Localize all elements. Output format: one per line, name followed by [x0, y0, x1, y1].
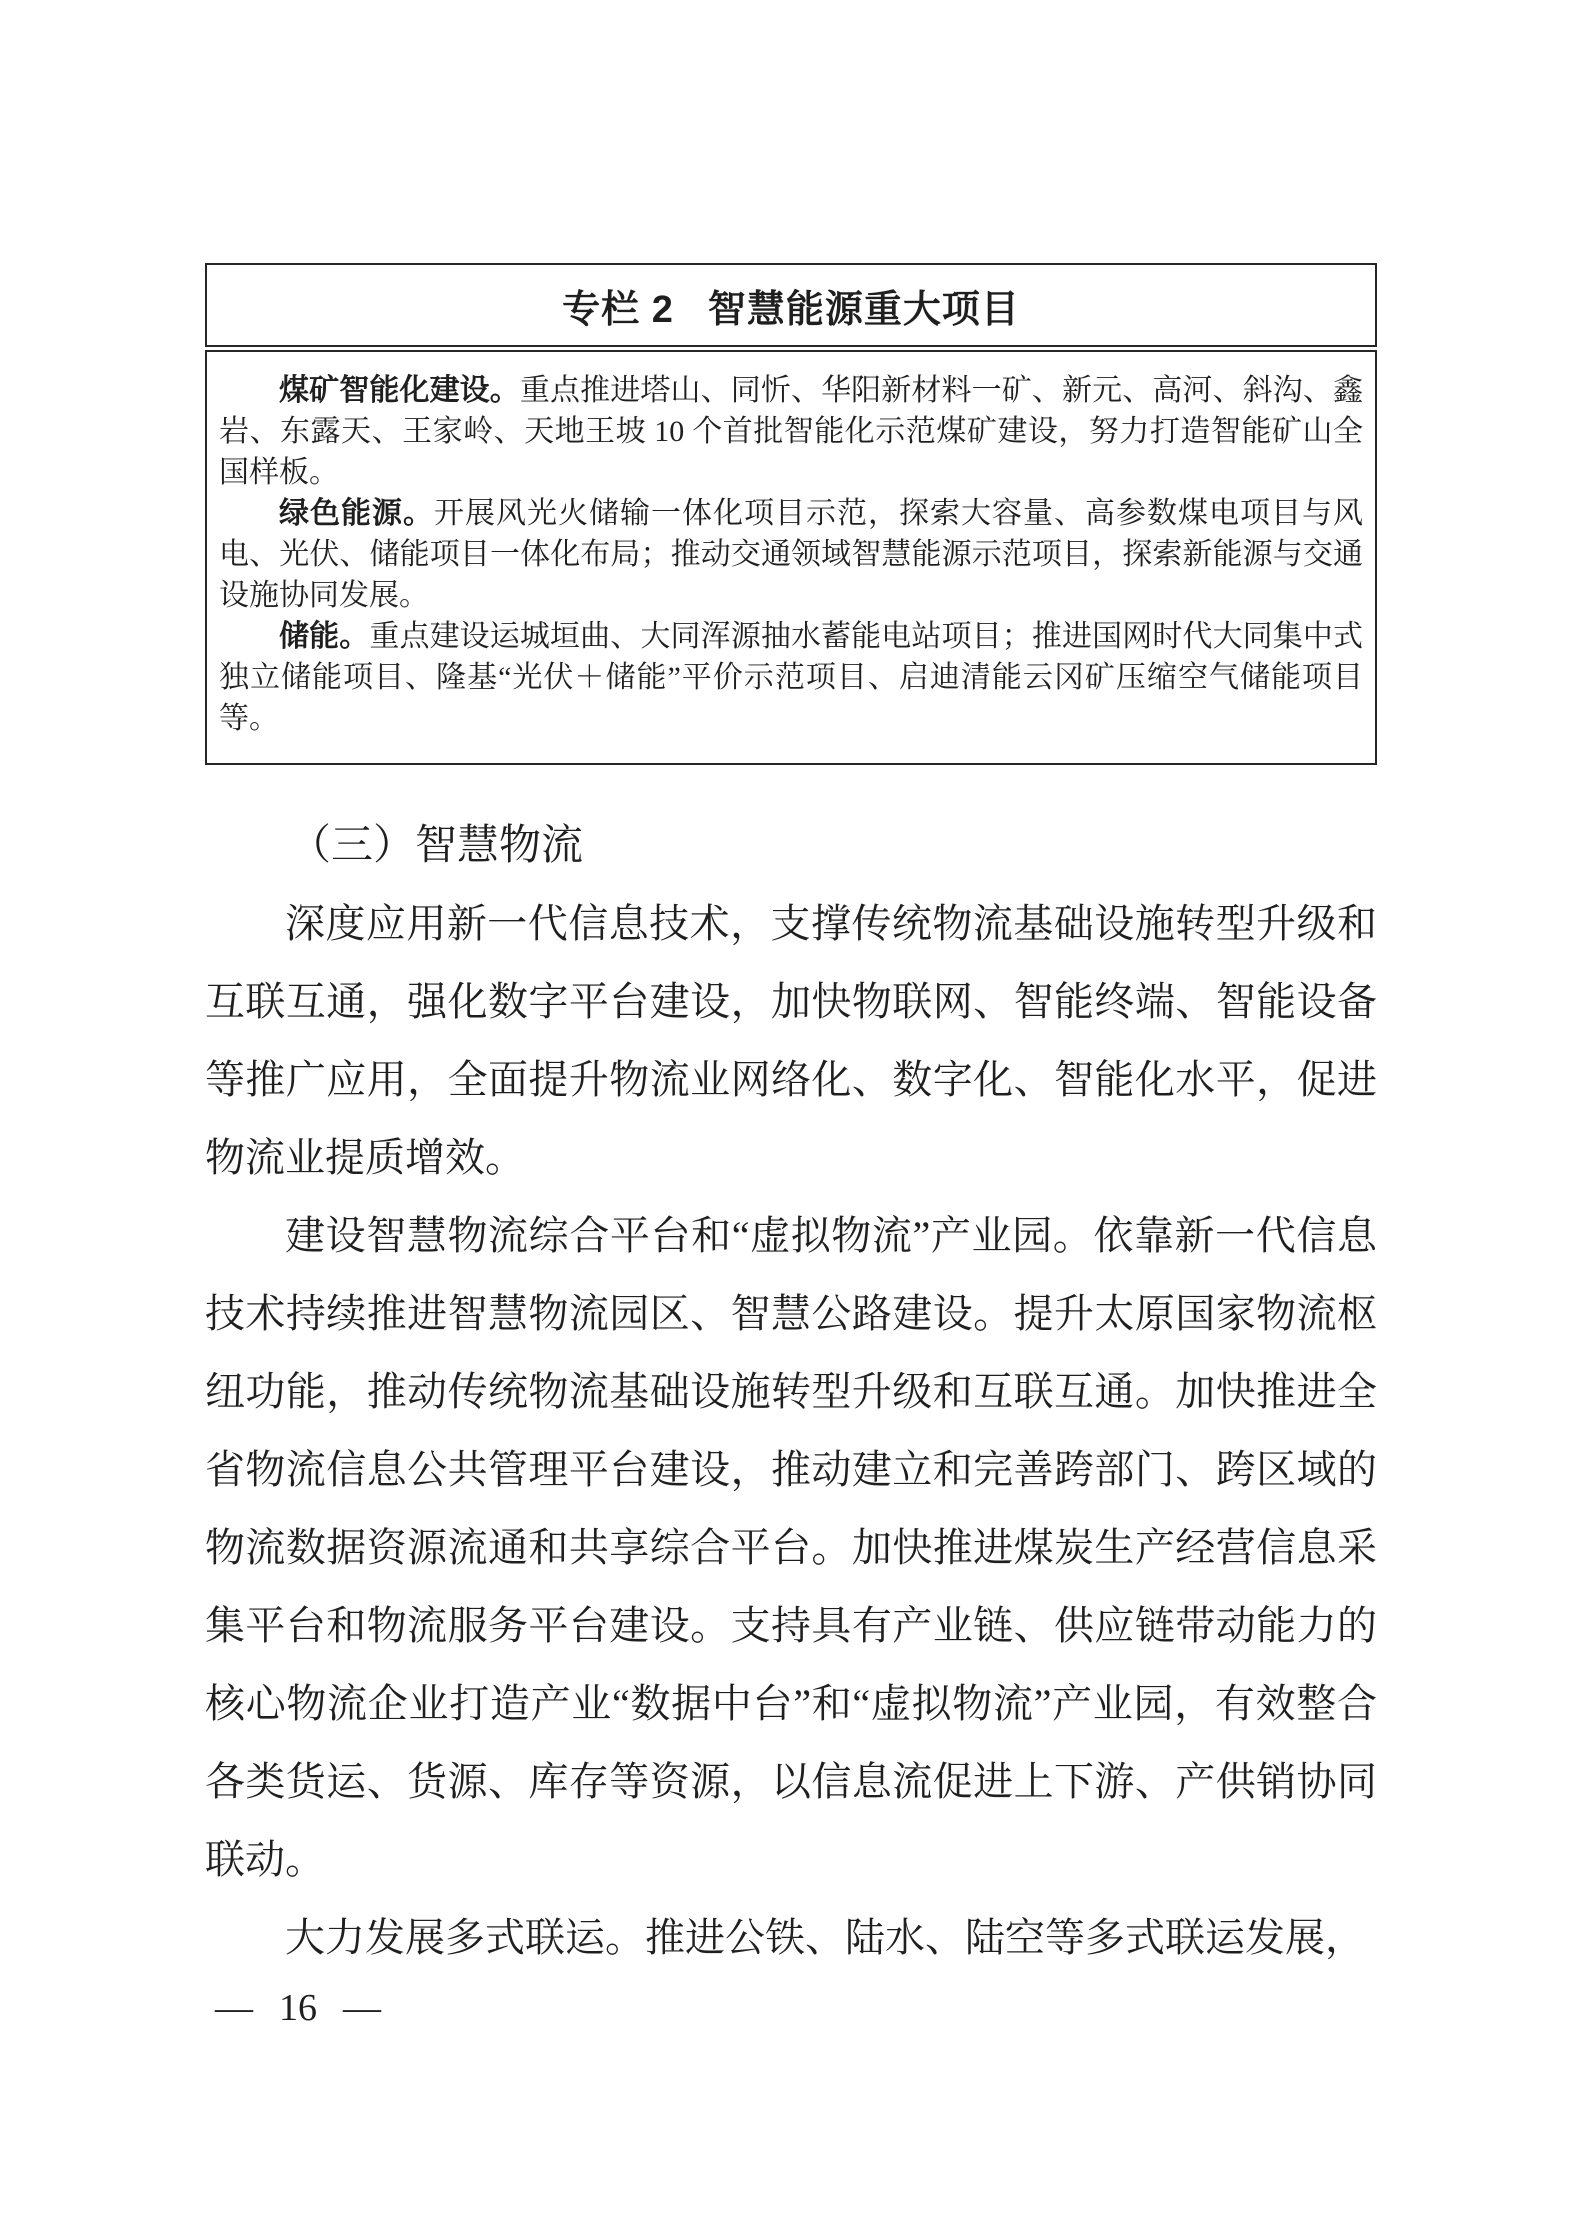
panel-paragraph-energy-storage	[219, 616, 1363, 739]
section-heading-smart-logistics: （三）智慧物流	[289, 823, 584, 869]
footer-dash-right: —	[343, 1987, 381, 2029]
panel-body-box	[205, 350, 1377, 765]
footer-dash-left: —	[215, 1987, 253, 2029]
panel-paragraph-text: 重点推进塔山、同忻、华阳新材料一矿、新元、高河、斜沟、鑫岩、东露天、王家岭、天地王坡 10 个首批智能化示范煤矿建设，努力打造智能矿山全国样板。	[219, 374, 1364, 489]
panel-title-label: 专栏 2	[562, 288, 674, 331]
body-paragraph: 深度应用新一代信息技术，支撑传统物流基础设施转型升级和互联互通，强化数字平台建设，加快物联网、智能终端、智能设备等推广应用，全面提升物流业网络化、数字化、智能化水平，促进物流业提质增效。	[205, 901, 1377, 1180]
body-paragraph: 大力发展多式联运。推进公铁、陆水、陆空等多式联运发展，	[285, 1915, 1365, 1960]
page-footer	[215, 1987, 1377, 2029]
footer-page-number: 16	[279, 1987, 317, 2029]
panel-paragraph-green-energy	[219, 493, 1363, 616]
panel-paragraph-text: 开展风光火储输一体化项目示范，探索大容量、高参数煤电项目与风电、光伏、储能项目一体化布局；推动交通领域智慧能源示范项目，探索新能源与交通设施协同发展。	[219, 497, 1363, 612]
panel-paragraph-text: 重点建设运城垣曲、大同浑源抽水蓄能电站项目；推进国网时代大同集中式独立储能项目、隆基“光伏＋储能”平价示范项目、启迪清能云冈矿压缩空气储能项目等。	[219, 620, 1363, 735]
body-paragraph: 建设智慧物流综合平台和“虚拟物流”产业园。依靠新一代信息技术持续推进智慧物流园区、智慧公路建设。提升太原国家物流枢纽功能，推动传统物流基础设施转型升级和互联互通。加快推进全省物流信息公共管理平台建设，推动建立和完善跨部门、跨区域的物流数据资源流通和共享综合平台。加快推进煤炭生产经营信息采集平台和物流服务平台建设。支持具有产业链、供应链带动能力的核心物流企业打造产业“数据中台”和“虚拟物流”产业园，有效整合各类货运、货源、库存等资源，以信息流促进上下游、产供销协同联动。	[205, 1213, 1377, 1882]
panel-title-box	[205, 263, 1377, 347]
panel-smart-energy-projects	[205, 263, 1377, 765]
panel-paragraph-lead: 绿色能源。	[279, 497, 434, 530]
panel-title	[562, 278, 1020, 333]
content-area	[205, 263, 1377, 2029]
panel-paragraph-lead: 煤矿智能化建设。	[279, 374, 520, 407]
panel-title-text: 智慧能源重大项目	[707, 288, 1020, 331]
panel-paragraph-coal-mines	[219, 370, 1363, 493]
panel-paragraph-lead: 储能。	[279, 620, 370, 653]
